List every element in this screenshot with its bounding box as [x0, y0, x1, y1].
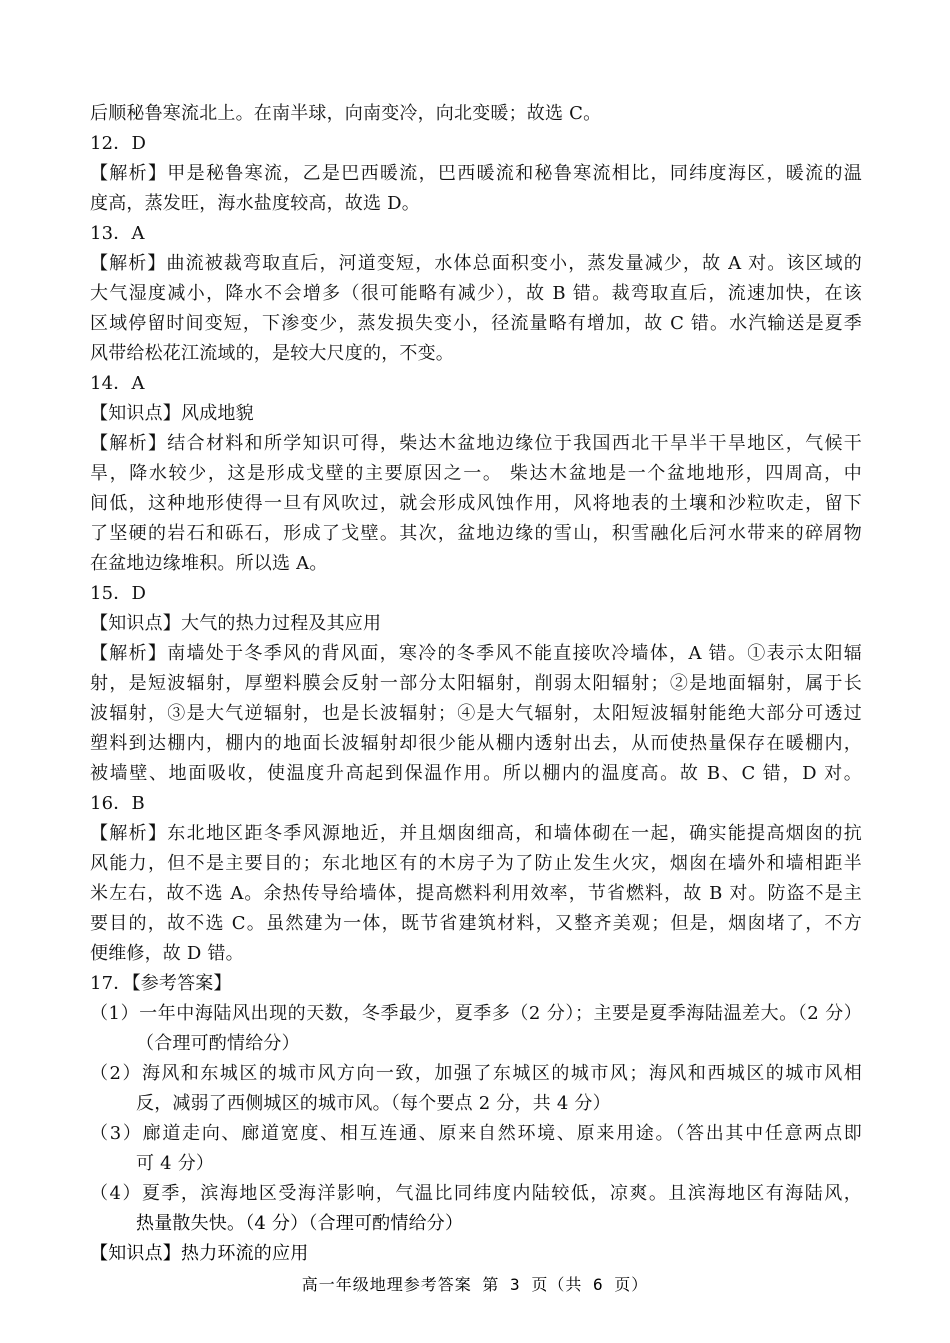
text-line: 大气湿度减小，降水不会增多（很可能略有减少），故 B 错。裁弯取直后，流速加快，在该	[90, 283, 862, 304]
answer-item: （1）一年中海陆风出现的天数，冬季最少，夏季多（2 分）；主要是夏季海陆温差大。（2 分）	[90, 1003, 862, 1024]
text-line: 旱，降水较少，这是形成戈壁的主要原因之一。 柴达木盆地是一个盆地地形，四周高，中	[90, 463, 862, 484]
knowledge-point: 【知识点】热力环流的应用	[90, 1243, 309, 1264]
answer-continuation: 反，减弱了西侧城区的城市风。（每个要点 2 分，共 4 分）	[136, 1093, 611, 1114]
text-line: 间低，这种地形使得一旦有风吹过，就会形成风蚀作用，风将地表的土壤和沙粒吹走，留下	[90, 493, 862, 514]
text-line: 风带给松花江流域的，是较大尺度的，不变。	[90, 343, 454, 364]
text-line: 便维修，故 D 错。	[90, 943, 244, 964]
answer-item: （3）廊道走向、廊道宽度、相互连通、原来自然环境、原来用途。（答出其中任意两点即	[90, 1123, 862, 1144]
answer-heading: 17．【参考答案】	[90, 973, 232, 994]
text-line: 区域停留时间变短，下渗变少，蒸发损失变小，径流量略有增加，故 C 错。水汽输送是夏季	[90, 313, 862, 334]
text-line: 【解析】结合材料和所学知识可得，柴达木盆地边缘位于我国西北干旱半干旱地区，气候干	[90, 433, 862, 454]
page-footer: 高一年级地理参考答案 第 3 页（共 6 页）	[301, 1275, 649, 1294]
knowledge-point: 【知识点】大气的热力过程及其应用	[90, 613, 382, 634]
text-line: 波辐射，③是大气逆辐射，也是长波辐射；④是大气辐射，太阳短波辐射能绝大部分可透过	[90, 703, 862, 724]
answer-note: （合理可酌情给分）	[136, 1033, 300, 1054]
question-number: 12．D	[90, 133, 147, 154]
text-line: 被墙壁、地面吸收，使温度升高起到保温作用。所以棚内的温度高。故 B、C 错，D 对。	[90, 763, 862, 784]
text-line: 【解析】曲流被裁弯取直后，河道变短，水体总面积变小，蒸发量减少，故 A 对。该区域的	[90, 253, 862, 274]
text-line: 射，是短波辐射，厚塑料膜会反射一部分太阳辐射，削弱太阳辐射；②是地面辐射，属于长	[90, 673, 862, 694]
question-number: 14．A	[90, 373, 145, 394]
answer-continuation: 可 4 分）	[136, 1153, 215, 1174]
text-line: 塑料到达棚内，棚内的地面长波辐射却很少能从棚内透射出去，从而使热量保存在暖棚内，	[90, 733, 862, 754]
question-number: 13．A	[90, 223, 145, 244]
text-line: 要目的，故不选 C。虽然建为一体，既节省建筑材料，又整齐美观；但是，烟囱堵了，不方	[90, 913, 862, 934]
text-line: 米左右，故不选 A。余热传导给墙体，提高燃料利用效率，节省燃料，故 B 对。防盗不是主	[90, 883, 862, 904]
text-line: 【解析】东北地区距冬季风源地近，并且烟囱细高，和墙体砌在一起，确实能提高烟囱的抗	[90, 823, 862, 844]
text-line: 【解析】甲是秘鲁寒流，乙是巴西暖流，巴西暖流和秘鲁寒流相比，同纬度海区，暖流的温	[90, 163, 862, 184]
text-line: 在盆地边缘堆积。所以选 A。	[90, 553, 328, 574]
text-line: 风能力，但不是主要目的；东北地区有的木房子为了防止发生火灾，烟囱在墙外和墙相距半	[90, 853, 862, 874]
text-line: 后顺秘鲁寒流北上。在南半球，向南变冷，向北变暖；故选 C。	[90, 103, 602, 124]
knowledge-point: 【知识点】风成地貌	[90, 403, 254, 424]
text-line: 度高，蒸发旺，海水盐度较高，故选 D。	[90, 193, 420, 214]
text-line: 了坚硬的岩石和砾石，形成了戈壁。其次，盆地边缘的雪山，积雪融化后河水带来的碎屑物	[90, 523, 862, 544]
question-number: 15．D	[90, 583, 147, 604]
answer-continuation: 热量散失快。（4 分）（合理可酌情给分）	[136, 1213, 464, 1234]
text-line: 【解析】南墙处于冬季风的背风面，寒冷的冬季风不能直接吹冷墙体，A 错。①表示太阳辐	[90, 643, 862, 664]
question-number: 16．B	[90, 793, 145, 814]
answer-item: （4）夏季，滨海地区受海洋影响，气温比同纬度内陆较低，凉爽。且滨海地区有海陆风，	[90, 1183, 862, 1204]
answer-item: （2）海风和东城区的城市风方向一致，加强了东城区的城市风；海风和西城区的城市风相	[90, 1063, 862, 1084]
